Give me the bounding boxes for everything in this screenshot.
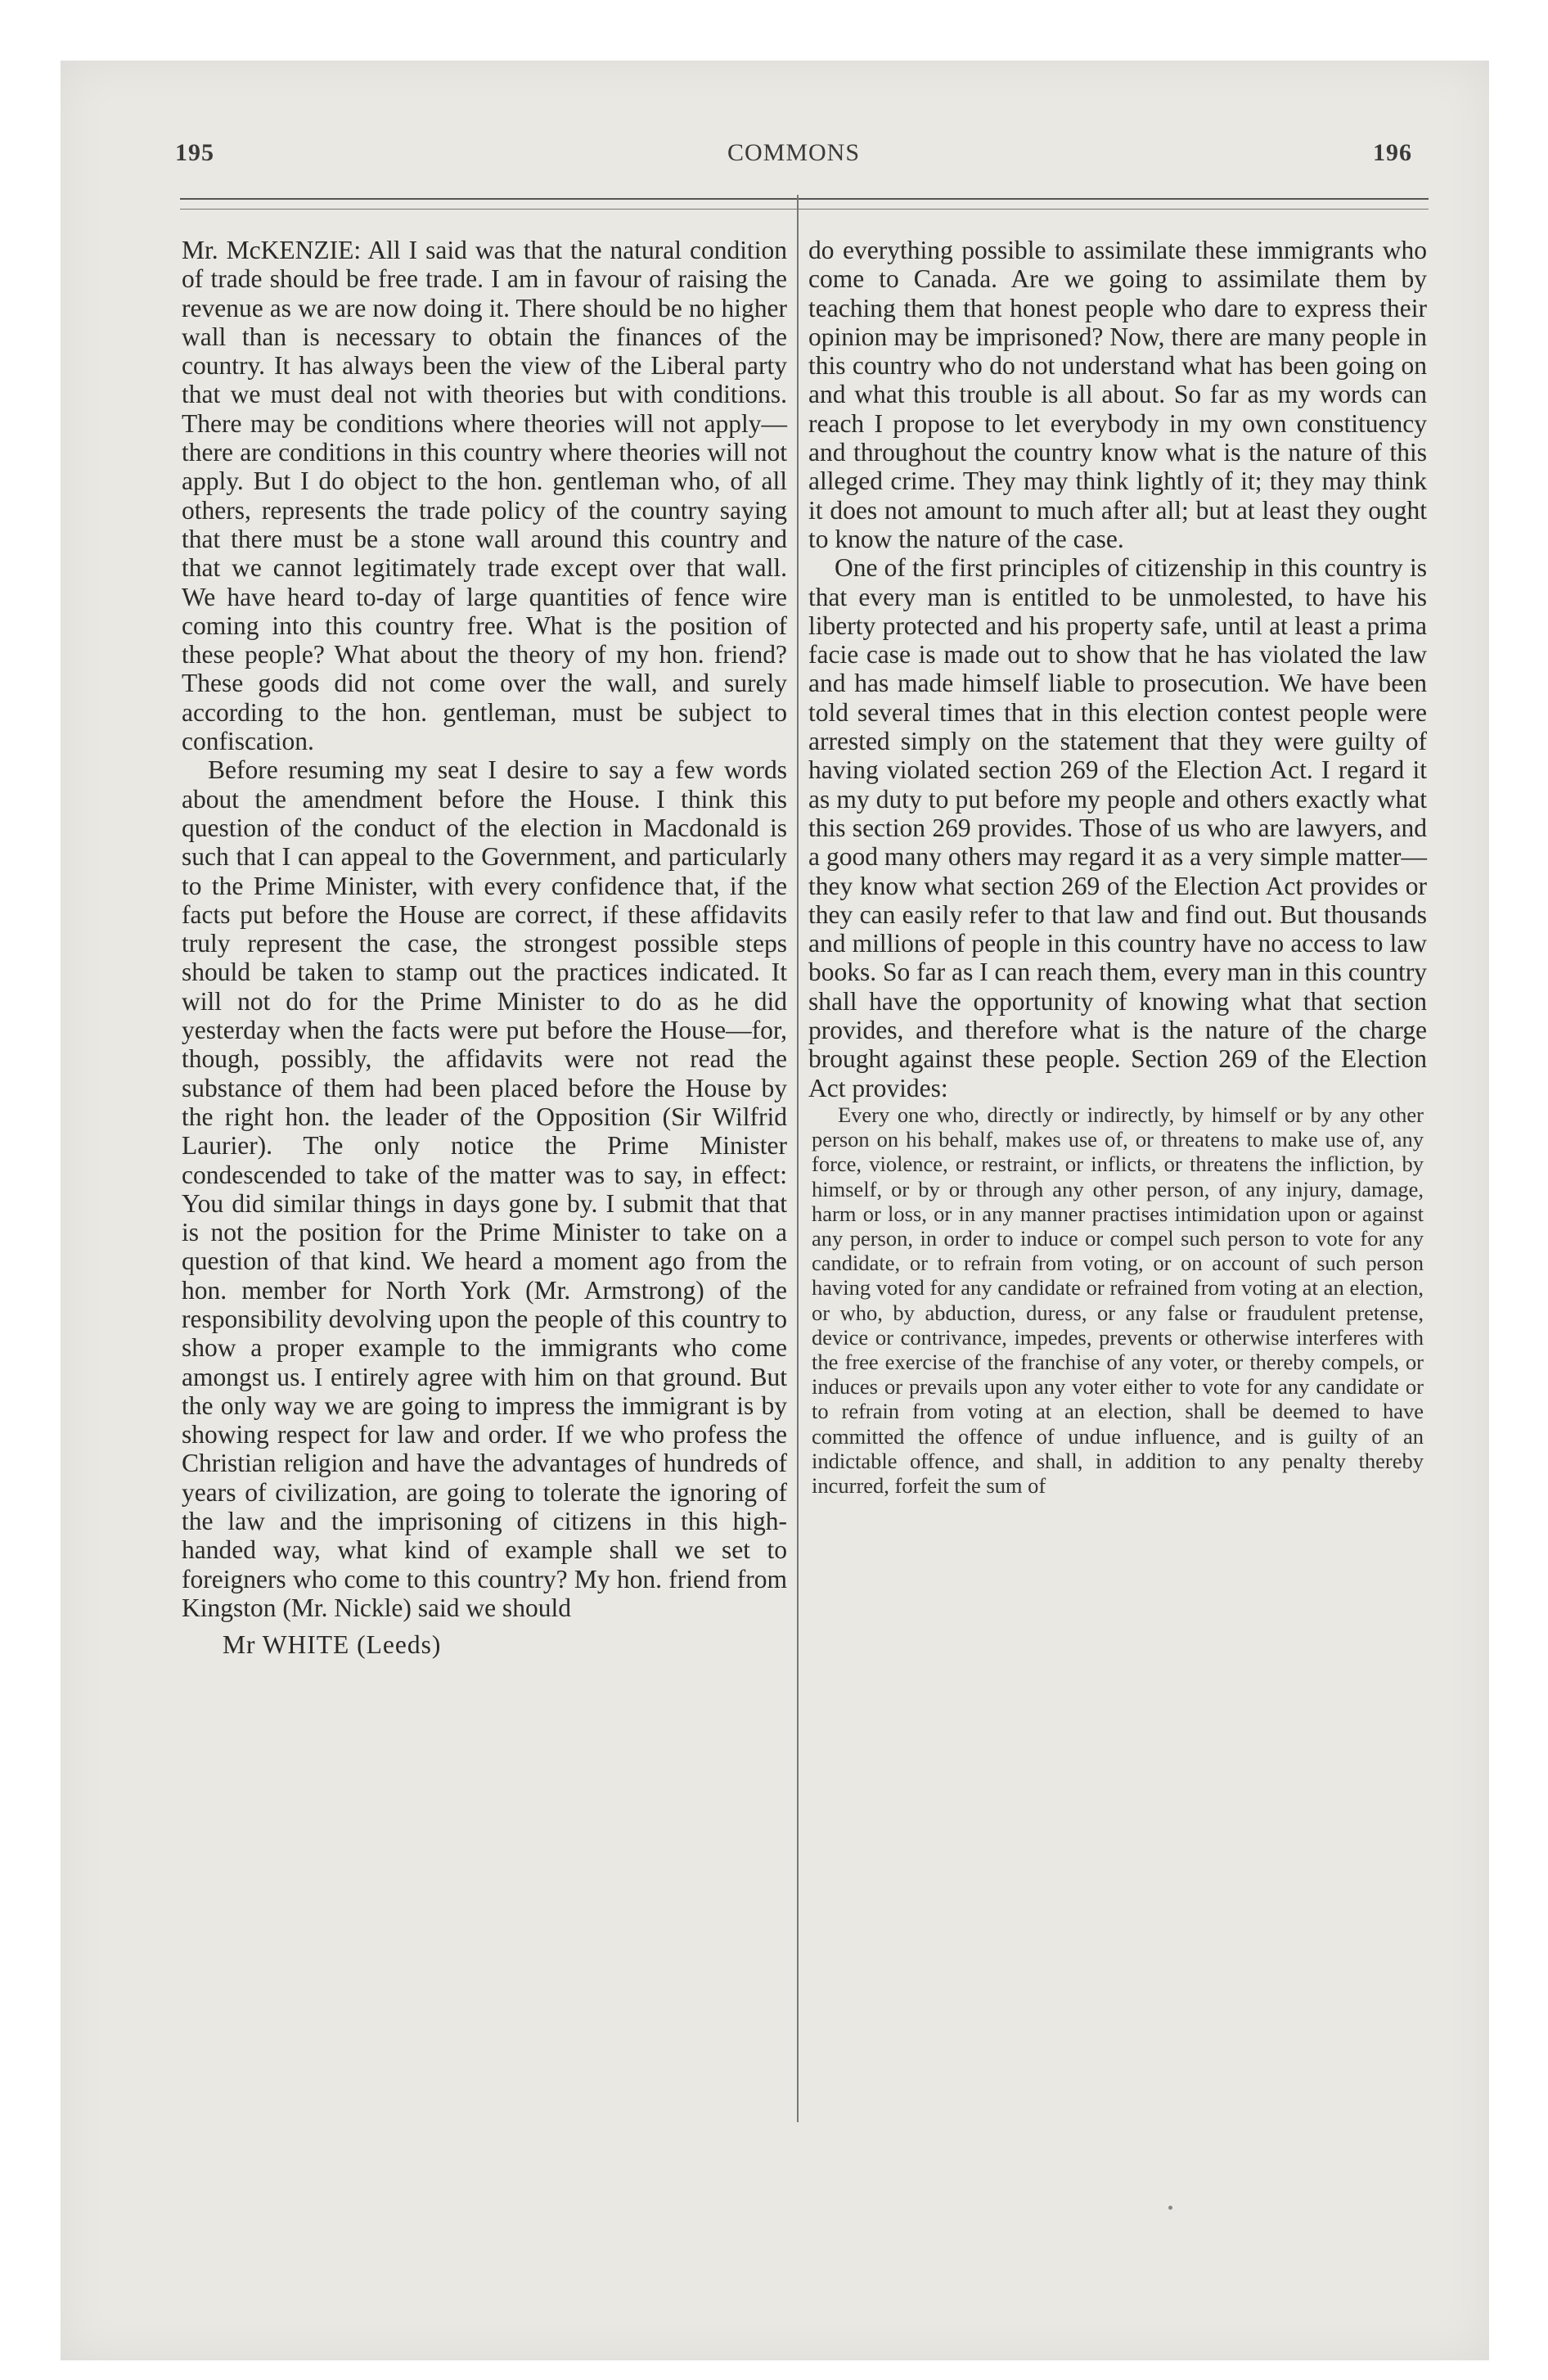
header-rule-thin xyxy=(180,209,1429,210)
right-page-number: 196 xyxy=(1373,139,1412,166)
column-divider xyxy=(797,195,799,2122)
footer-speaker-line: Mr WHITE (Leeds) xyxy=(223,1630,442,1660)
right-column xyxy=(808,236,1427,1498)
header-rule xyxy=(180,198,1429,200)
speech-paragraph-4: One of the first principles of citizenship in this country is that every man is entitled to be unmolested, to have his liberty protected and his property safe, until at least a prima facie case is made out to show that he has violated the law and has made himself liable to prosecution. We have been told several times that in this election contest people were arrested simply on the statement that they were guilty of having violated section 269 of the Election Act. I regard it as my duty to put before my people and others exactly what this section 269 provides. Those of us who are lawyers, and a good many others may regard it as a very simple matter—they know what section 269 of the Election Act provides or they can easily refer to that law and find out. But thousands and millions of people in this country have no access to law books. So far as I can reach them, every man in this country shall have the opportunity of knowing what that section provides, and therefore what is the nature of the charge brought against these people. Section 269 of the Election Act provides: xyxy=(808,553,1427,1102)
speech-paragraph-1: Mr. McKENZIE: All I said was that the natural condition of trade should be free trade. I am in favour of raising the revenue as we are now doing it. There should be no higher wall than is necessary to obtain the finances of the country. It has always been the view of the Liberal party that we must deal not with theories but with conditions. There may be conditions where theories will not apply—there are conditions in this country where theories will not apply. But I do object to the hon. gentleman who, of all others, represents the trade policy of the country saying that there must be a stone wall around this country and that we cannot legitimately trade except over that wall. We have heard to-day of large quantities of fence wire coming into this country free. What is the position of these people? What about the theory of my hon. friend? These goods did not come over the wall, and surely according to the hon. gentleman, must be subject to confiscation. xyxy=(182,236,787,756)
page-header xyxy=(164,133,1424,174)
left-page-number: 195 xyxy=(175,139,214,166)
running-title: COMMONS xyxy=(727,139,861,166)
scan-speck xyxy=(1168,2206,1172,2210)
speech-paragraph-2: Before resuming my seat I desire to say a few words about the amendment before the House. I think this question of the conduct of the election in Macdonald is such that I can appeal to the Government, and particularly to the Prime Minister, with every confidence that, if the facts put before the House are correct, if these affidavits truly represent the case, the strongest possible steps should be taken to stamp out the practices indicated. It will not do for the Prime Minister to do as he did yesterday when the facts were put before the House—for, though, possibly, the affidavits were not read the substance of them had been placed before the House by the right hon. the leader of the Opposition (Sir Wilfrid Laurier). The only notice the Prime Minister condescended to take of the matter was to say, in effect: You did similar things in days gone by. I submit that that is not the position for the Prime Minister to take on a question of that kind. We heard a moment ago from the hon. member for North York (Mr. Armstrong) of the responsibility devolving upon the people of this country to show a proper example to the immigrants who come amongst us. I entirely agree with him on that ground. But the only way we are going to impress the immigrant is by showing respect for law and order. If we who profess the Christian religion and have the advantages of hundreds of years of civilization, are going to tolerate the ignoring of the law and the imprisoning of citizens in this high-handed way, what kind of example shall we set to foreigners who come to this country? My hon. friend from Kingston (Mr. Nickle) said we should xyxy=(182,755,787,1622)
statute-quotation: Every one who, directly or indirectly, by himself or by any other person on his behalf, makes use of, or threatens to make use of, any force, violence, or restraint, or inflicts, or threatens the infliction, by himself, or by or through any other person, of any injury, damage, harm or loss, or in any manner practises intimidation upon or against any person, in order to induce or compel such person to vote for any candidate, or to refrain from voting, or on account of such person having voted for any candidate or refrained from voting at an election, or who, by abduction, duress, or any false or fraudulent pretense, device or contrivance, impedes, prevents or otherwise interferes with the free exercise of the franchise of any voter, or thereby compels, or induces or prevails upon any voter either to vote for any candidate or to refrain from voting at an election, shall be deemed to have committed the offence of undue influence, and is guilty of an indictable offence, and shall, in addition to any penalty thereby incurred, forfeit the sum of xyxy=(812,1102,1424,1498)
speech-paragraph-3: do everything possible to assimilate these immigrants who come to Canada. Are we going to assimilate them by teaching them that honest people who dare to express their opinion may be imprisoned? Now, there are many people in this country who do not understand what has been going on and what this trouble is all about. So far as my words can reach I propose to let everybody in my own constituency and throughout the country know what is the nature of this alleged crime. They may think lightly of it; they may think it does not amount to much after all; but at least they ought to know the nature of the case. xyxy=(808,236,1427,553)
left-column xyxy=(182,236,787,1660)
